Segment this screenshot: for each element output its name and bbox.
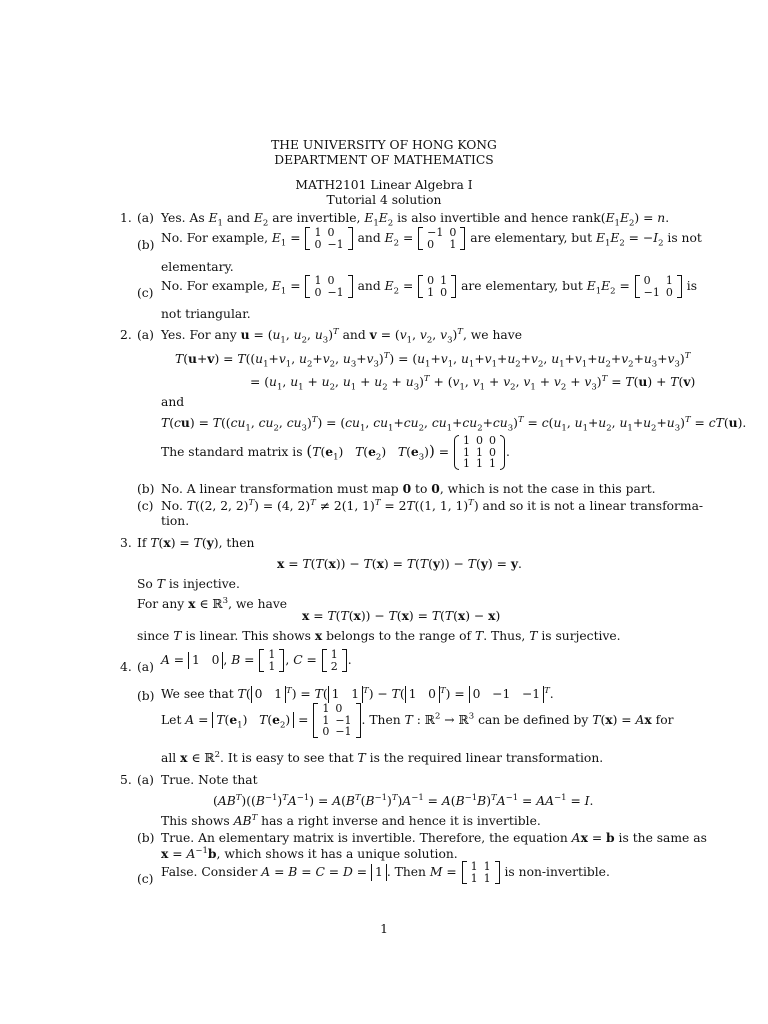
part-label: (c) (137, 499, 154, 513)
course-title: MATH2101 Linear Algebra I (295, 178, 473, 192)
matrix: 0 1 −1 0 (635, 275, 682, 298)
part-label: (c) (137, 872, 154, 886)
matrix: 1 2 (322, 649, 347, 672)
q3-eq1: x = T(T(x)) − T(x) = T(T(y)) − T(y) = y. (277, 556, 522, 571)
part-label: (b) (137, 482, 155, 496)
department-title: DEPARTMENT OF MATHEMATICS (274, 153, 494, 167)
q1b-line2: elementary. (161, 260, 234, 274)
question-number: 3. (120, 536, 132, 550)
part-label: (a) (137, 773, 154, 787)
part-label: (c) (137, 286, 154, 300)
part-label: (b) (137, 831, 155, 845)
q2a-std: The standard matrix is ($T(e_1)$ $T(e_2) T(e_3)$) = 1 0 0 1 1 0 1 1 1 . (161, 434, 510, 471)
matrix: 1 0 0 −1 (305, 227, 352, 250)
q5a-line1: True. Note that (161, 773, 258, 787)
q2a-eq3: $T(cu) = T((cu_1$, $cu_2$, $cu_3)^T) = (cu_1$, $cu_1+cu_2$, $cu_1+cu_2+cu_3)^T = c(u_1$, $u_1+u_2$, $u_1+u_2+u_3)^T = cT(u)$. (161, 414, 747, 434)
question-number: 1. (120, 211, 132, 225)
matrix: 1 0 0 −1 (305, 275, 352, 298)
q2c-line2: tion. (161, 514, 190, 528)
part-label: (b) (137, 238, 155, 252)
q1a-text: Yes. As $E_1$ and $E_2$ are invertible, $E_1E_2$ is also invertible and hence $rank(E_1E_2) = n$. (161, 211, 670, 229)
q4a-text: A = 1 0 , B = 1 1 , C = 1 2 . (161, 648, 352, 673)
q4b-line1: We see that T( 0 1 $^T$) = T( 1 1 $^T$) − T( 1 0 $^T$) = 0 −1 −1 $^T$. (161, 685, 554, 701)
matrix: 1 0 1 −1 0 −1 (313, 703, 360, 738)
q1c-line2: not triangular. (161, 307, 251, 321)
q3-line1: If T(x) = T(y), then (137, 535, 255, 550)
matrix: −1 0 0 1 (418, 227, 465, 250)
q2a-eq2: = ($u_1$, $u_1 + u_2$, $u_1 + u_2 + u_3)^T + (v_1$, $v_1 + v_2$, $v_1 + v_2 + v_3)^T = T(u) + T(v)$ (250, 373, 696, 393)
page-number: 1 (380, 922, 388, 936)
q1b-line: No. For example, $E_1$ = 1 0 0 −1 and $E_2$ = −1 0 0 1 are elementary, but $E_1E_2 = -I_2$ is not (161, 226, 702, 251)
q2a-intro: Yes. For any $u = (u_1$, $u_2$, $u_3)^T$ and $v = (v_1$, $v_2$, $v_3)^T$, we have (161, 326, 522, 346)
q2a-eq1: $T(u+v) = T((u_1+v_1$, $u_2+v_2$, $u_3+v_3)^T) = (u_1+v_1$, $u_1+v_1+u_2+v_2$, $u_1+v_1+u_2+v_2+u_3+v_3)^T$ (175, 350, 691, 370)
q5b-line2: $x = A^{-1}b$, which shows it has a unique solution. (161, 845, 458, 861)
part-label: (a) (137, 211, 154, 225)
part-label: (b) (137, 689, 155, 703)
q1c-line: No. For example, $E_1$ = 1 0 0 −1 and $E_2$ = 0 1 1 0 are elementary, but $E_1E_2$ = 0 1 −1 0 is (161, 274, 698, 299)
question-number: 5. (120, 773, 132, 787)
matrix: 0 1 1 0 (418, 275, 456, 298)
and-text: and (161, 395, 185, 409)
q3-line3: For any x ∈ ℝ$^3$, we have (137, 595, 288, 611)
part-label: (a) (137, 328, 154, 342)
q5a-eq: $(AB^T)((B^{-1})^TA^{-1}) = A(B^T(B^{-1})^T)A^{-1} = A(B^{-1}B)^TA^{-1} = AA^{-1} = I$. (213, 792, 594, 808)
standard-matrix: 1 0 0 1 1 0 1 1 1 (454, 435, 505, 470)
q5c-text: False. Consider A = B = C = D = 1 . Then M = 1 1 1 1 is non-invertible. (161, 860, 610, 885)
q2c-line1: No. T((2, 2, 2)$^T$) = (4, 2)$^T$ ≠ 2(1, 1)$^T$ = 2T((1, 1, 1)$^T$) and so it is not a linear transforma- (161, 497, 704, 513)
q2b-text: No. A linear transformation must map 0 to 0, which is not the case in this part. (161, 481, 656, 496)
tutorial-title: Tutorial 4 solution (326, 193, 442, 207)
q5b-line1: True. An elementary matrix is invertible. Therefore, the equation Ax = b is the same as (161, 830, 707, 845)
q4b-line3: all x ∈ ℝ$^2$. It is easy to see that T is the required linear transformation. (161, 749, 604, 765)
question-number: 2. (120, 328, 132, 342)
matrix: 1 1 (259, 649, 284, 672)
part-label: (a) (137, 660, 154, 674)
q3-line4: since T is linear. This shows x belongs to the range of T. Thus, T is surjective. (137, 628, 621, 643)
matrix: 1 1 1 1 (462, 861, 500, 884)
university-title: THE UNIVERSITY OF HONG KONG (271, 138, 497, 152)
q3-eq2: x = T(T(x)) − T(x) = T(T(x) − x) (302, 608, 501, 623)
q5a-line2: This shows $AB^T$ has a right inverse and hence it is invertible. (161, 812, 541, 828)
question-number: 4. (120, 660, 132, 674)
q4b-line2: Let $A = T(e_1) T(e_2)$ = 1 0 1 −1 0 −1 . Then T : ℝ$^2$ → ℝ$^3$ can be defined by T(x) = Ax for (161, 702, 674, 739)
q3-line2: So T is injective. (137, 577, 240, 591)
